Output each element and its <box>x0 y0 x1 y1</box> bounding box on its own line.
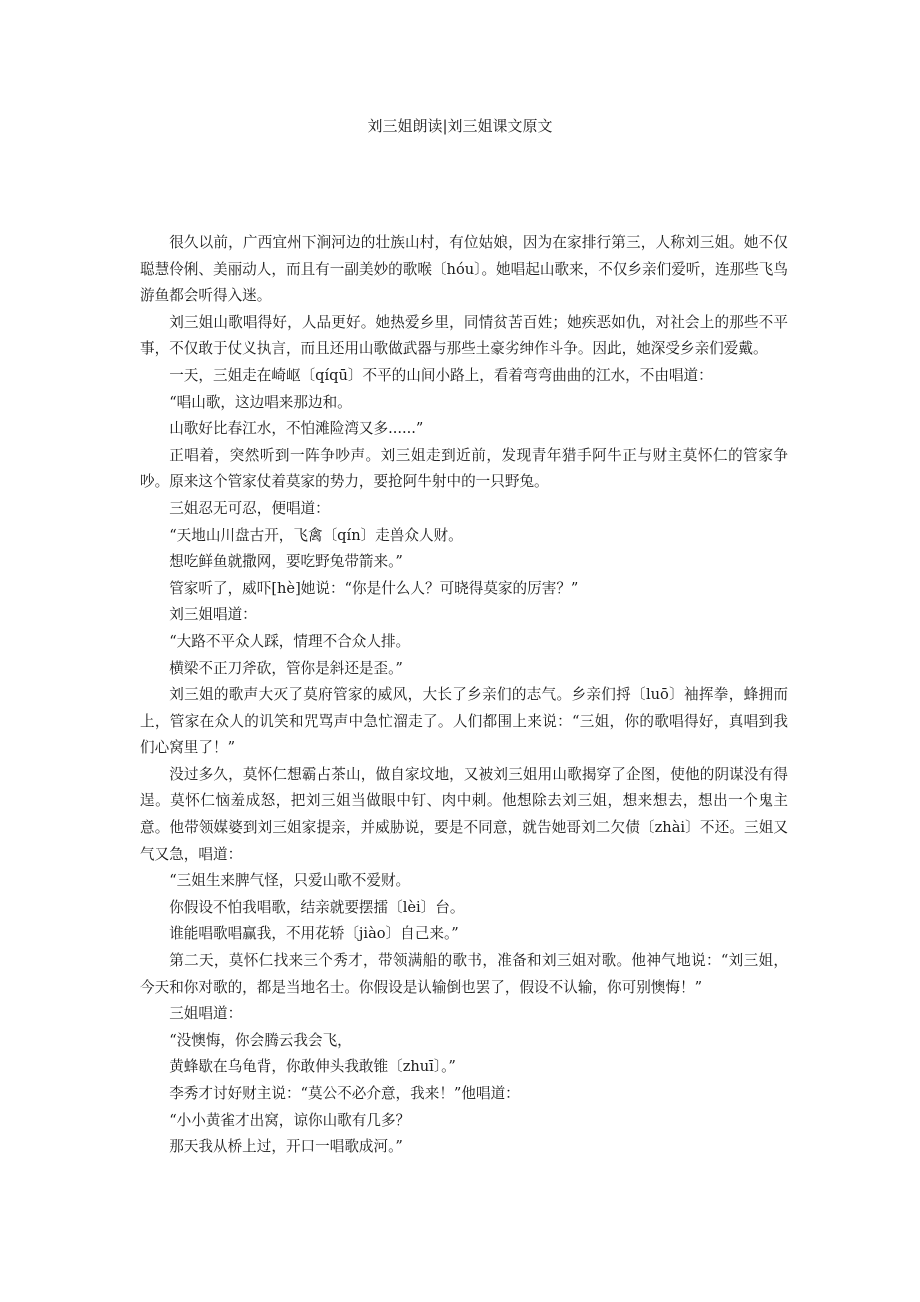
paragraph: 李秀才讨好财主说：“莫公不必介意，我来！”他唱道： <box>169 1085 520 1102</box>
paragraph: 三姐唱道： <box>169 1005 243 1023</box>
paragraph: 管家听了，威吓[hè]她说：“你是什么人？可晓得莫家的厉害？” <box>169 579 579 597</box>
paragraph: 正唱着，突然听到一阵争吵声。刘三姐走到近前，发现青年猎手阿牛正与财主莫怀仁的管家争吵。原来这个管家仗着莫家的势力，要抢阿牛射中的一只野兔。 <box>140 446 788 491</box>
paragraph: 很久以前，广西宜州下涧河边的壮族山村，有位姑娘，因为在家排行第三，人称刘三姐。她不仅聪慧伶俐、美丽动人，而且有一副美妙的歌喉〔hóu〕。她唱起山歌来，不仅乡亲们爱听，连那些飞鸟游鱼都会听得入迷。 <box>140 234 788 305</box>
paragraph: 刘三姐唱道： <box>169 606 257 624</box>
song-line: 想吃鲜鱼就撒网，要吃野兔带箭来。” <box>169 553 403 571</box>
paragraph: 三姐忍无可忍，便唱道： <box>169 499 330 517</box>
document-body <box>140 230 788 1161</box>
song-line: “三姐生来脾气怪，只爱山歌不爱财。 <box>169 872 411 890</box>
paragraph: 刘三姐的歌声大灭了莫府管家的威风，大长了乡亲们的志气。乡亲们捋〔luō〕袖挥拳，蜂拥而上，管家在众人的讥笑和咒骂声中急忙溜走了。人们都围上来说：“三姐，你的歌唱得好，真唱到我们心窝里了！” <box>140 686 788 757</box>
song-line: 黄蜂歇在乌龟背，你敢伸头我敢锥〔zhuī〕。” <box>169 1058 456 1076</box>
song-line: 你假设不怕我唱歌，结亲就要摆擂〔lèi〕台。 <box>169 898 465 916</box>
song-line: “小小黄雀才出窝，谅你山歌有几多？ <box>169 1111 411 1129</box>
song-line: “大路不平众人踩，情理不合众人排。 <box>169 632 411 650</box>
song-line: “天地山川盘古开，飞禽〔qín〕走兽众人财。 <box>169 526 463 544</box>
paragraph: 刘三姐山歌唱得好，人品更好。她热爱乡里，同情贫苦百姓；她疾恶如仇，对社会上的那些不平事，不仅敢于仗义执言，而且还用山歌做武器与那些土豪劣绅作斗争。因此，她深受乡亲们爱戴。 <box>140 313 788 358</box>
paragraph: 第二天，莫怀仁找来三个秀才，带领满船的歌书，准备和刘三姐对歌。他神气地说：“刘三姐，今天和你对歌的，都是当地名士。你假设是认输倒也罢了，假设不认输，你可别懊悔！” <box>140 952 788 996</box>
song-line: 横梁不正刀斧砍，管你是斜还是歪。” <box>169 659 403 677</box>
song-line: 山歌好比春江水，不怕滩险湾又多......” <box>169 420 424 438</box>
song-line: 那天我从桥上过，开口一唱歌成河。” <box>169 1138 403 1156</box>
paragraph: 一天，三姐走在崎岖〔qíqū〕不平的山间小路上，看着弯弯曲曲的江水，不由唱道： <box>169 366 713 384</box>
song-line: “唱山歌，这边唱来那边和。 <box>169 393 352 411</box>
document-title: 刘三姐朗读|刘三姐课文原文 <box>367 117 553 135</box>
song-line: 谁能唱歌唱赢我，不用花轿〔jiào〕自己来。” <box>169 925 459 943</box>
song-line: “没懊悔，你会腾云我会飞， <box>169 1031 352 1049</box>
paragraph: 没过多久，莫怀仁想霸占茶山，做自家坟地，又被刘三姐用山歌揭穿了企图，使他的阴谋没有得逞。莫怀仁恼羞成怒，把刘三姐当做眼中钉、肉中刺。他想除去刘三姐，想来想去，想出一个鬼主意。他带领媒婆到刘三姐家提亲，并威胁说，要是不同意，就告她哥刘二欠债〔zhài〕不还。三姐又气又急，唱道： <box>140 765 788 863</box>
